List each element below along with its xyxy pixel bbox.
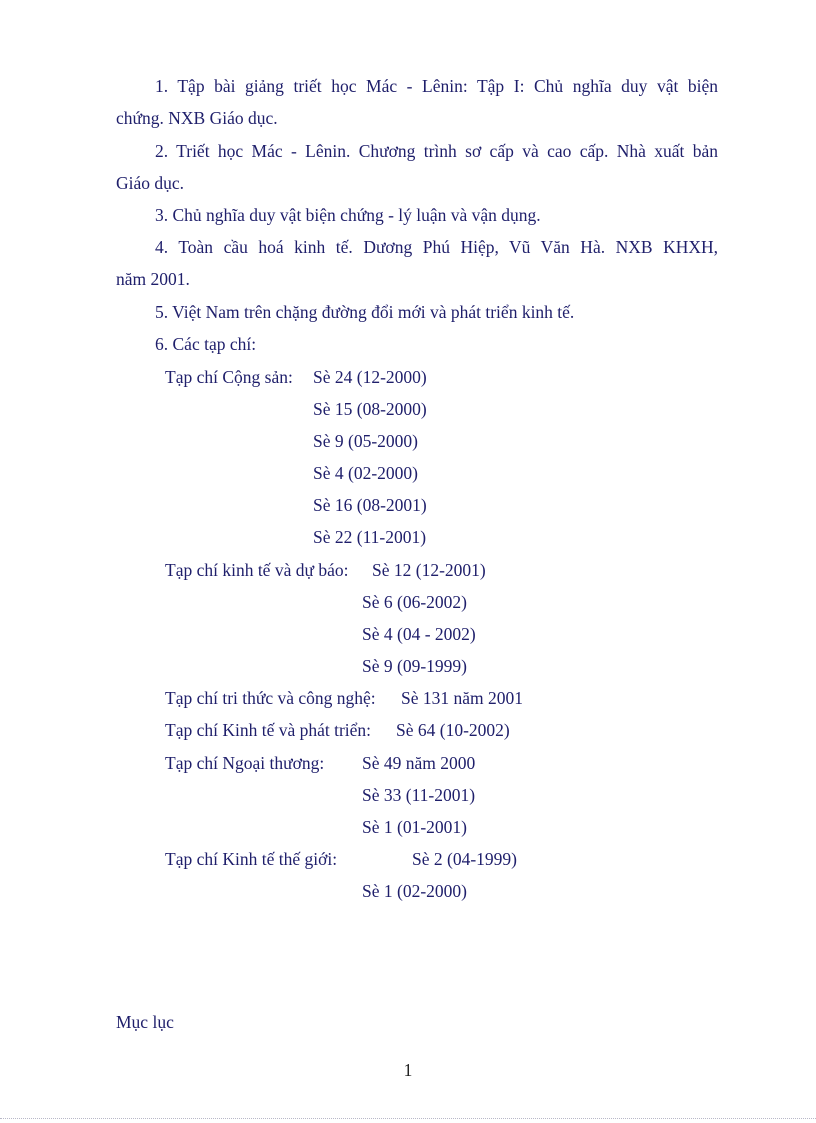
journal-cong-san-label: Tạp chí Cộng sản: (165, 367, 293, 387)
journal-kinh-te-du-bao-issue-4: Sè 9 (09-1999) (362, 656, 467, 676)
journal-kinh-te-du-bao-issue-1: Sè 12 (12-2001) (372, 560, 486, 580)
reference-2-line-2: Giáo dục. (116, 173, 185, 193)
journal-kinh-te-the-gioi-issue-1: Sè 2 (04-1999) (412, 849, 517, 869)
journal-ngoai-thuong-label: Tạp chí Ngoại thương: (165, 753, 325, 773)
journal-tri-thuc-issue-1: Sè 131 năm 2001 (401, 688, 524, 708)
journal-kinh-te-du-bao-issue-2: Sè 6 (06-2002) (362, 592, 467, 612)
journal-ngoai-thuong-issue-1: Sè 49 năm 2000 (362, 753, 476, 773)
journal-kinh-te-du-bao-issue-3: Sè 4 (04 - 2002) (362, 624, 476, 644)
reference-1-line-1: 1. Tập bài giảng triết học Mác - Lênin: Tập I: Chủ nghĩa duy vật biện (155, 76, 718, 96)
journal-cong-san-issue-6: Sè 22 (11-2001) (313, 527, 427, 547)
journal-ngoai-thuong-issue-3: Sè 1 (01-2001) (362, 817, 467, 837)
journal-kinh-te-du-bao-label: Tạp chí kinh tế và dự báo: (165, 560, 349, 580)
table-of-contents-heading: Mục lục (116, 1012, 174, 1032)
reference-item-1 (116, 70, 718, 134)
journal-ngoai-thuong-issue-2: Sè 33 (11-2001) (362, 785, 476, 805)
journal-kinh-te-phat-trien-label: Tạp chí Kinh tế và phát triển: (165, 720, 372, 740)
journal-cong-san-issue-2: Sè 15 (08-2000) (313, 399, 427, 419)
reference-4-line-1: 4. Toàn cầu hoá kinh tế. Dương Phú Hiệp, Vũ Văn Hà. NXB KHXH, (155, 237, 718, 257)
journal-cong-san-issue-4: Sè 4 (02-2000) (313, 463, 418, 483)
page-number: 1 (403, 1060, 413, 1080)
footer-divider (0, 1118, 816, 1119)
reference-2-line-1: 2. Triết học Mác - Lênin. Chương trình sơ cấp và cao cấp. Nhà xuất bản (155, 141, 718, 161)
reference-4-line-2: năm 2001. (116, 269, 190, 289)
reference-item-4 (116, 231, 718, 295)
journal-kinh-te-the-gioi-label: Tạp chí Kinh tế thế giới: (165, 849, 338, 869)
journal-kinh-te-phat-trien-issue-1: Sè 64 (10-2002) (396, 720, 510, 740)
reference-1-line-2: chứng. NXB Giáo dục. (116, 108, 278, 128)
reference-item-5: 5. Việt Nam trên chặng đường đổi mới và phát triển kinh tế. (155, 302, 575, 322)
journal-kinh-te-the-gioi-issue-2: Sè 1 (02-2000) (362, 881, 467, 901)
reference-item-6: 6. Các tạp chí: (155, 334, 257, 354)
journal-cong-san-issue-5: Sè 16 (08-2001) (313, 495, 427, 515)
journal-cong-san-issue-1: Sè 24 (12-2000) (313, 367, 427, 387)
reference-item-2 (116, 135, 718, 199)
reference-item-3: 3. Chủ nghĩa duy vật biện chứng - lý luận và vận dụng. (155, 205, 541, 225)
journal-cong-san-issue-3: Sè 9 (05-2000) (313, 431, 418, 451)
journal-tri-thuc-label: Tạp chí tri thức và công nghệ: (165, 688, 376, 708)
